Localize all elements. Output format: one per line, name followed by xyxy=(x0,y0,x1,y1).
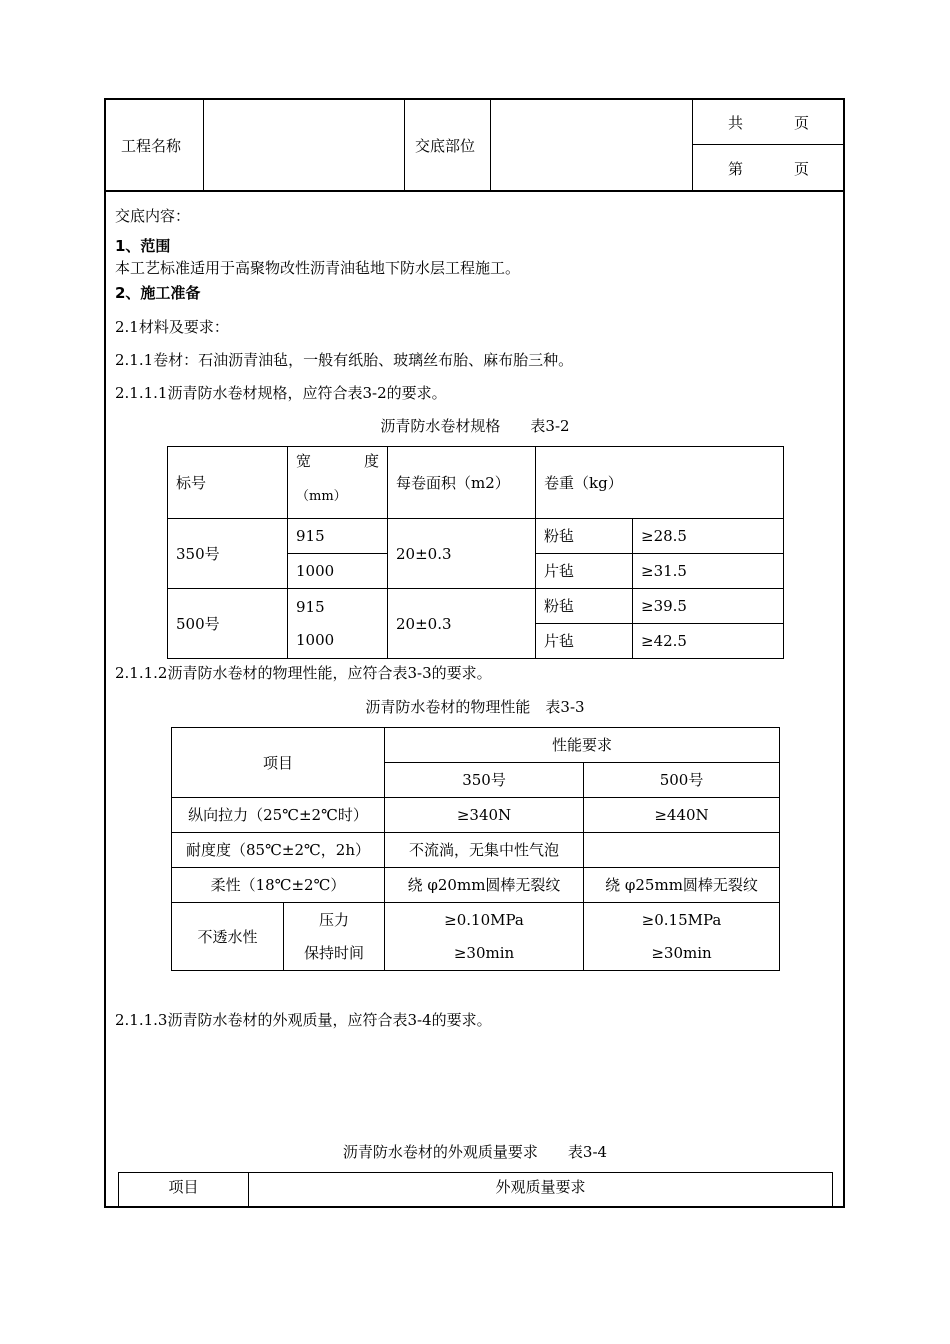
table-3-3-caption: 沥青防水卷材的物理性能 表3-3 xyxy=(365,698,585,716)
para-2-1-1-2: 2.1.1.2沥青防水卷材的物理性能，应符合表3-3的要求。 xyxy=(115,664,492,682)
table-3-4-caption: 沥青防水卷材的外观质量要求 表3-4 xyxy=(342,1143,608,1161)
table-3-3-r4-350a: ≥0.10MPa xyxy=(444,911,524,929)
table-3-3-r3-item: 柔性（18℃±2℃） xyxy=(172,868,385,903)
header-divider-3 xyxy=(490,98,491,191)
table-3-2-area-500: 20±0.3 xyxy=(388,589,536,659)
header-page-split xyxy=(692,144,845,145)
table-3-2-caption: 沥青防水卷材规格 表3-2 xyxy=(380,417,570,435)
table-row xyxy=(168,589,784,624)
para-2-1-1-1: 2.1.1.1沥青防水卷材规格，应符合表3-2的要求。 xyxy=(115,384,447,402)
table-row xyxy=(172,798,780,833)
header-bottom-line xyxy=(104,190,845,192)
para-2-1: 2.1材料及要求： xyxy=(115,318,229,336)
table-3-3-r2-item: 耐度度（85℃±2℃，2h） xyxy=(172,833,385,868)
table-3-3-r4-350 xyxy=(385,903,584,971)
table-3-3-r4-350b: ≥30min xyxy=(453,944,515,962)
header-divider-1 xyxy=(203,98,204,191)
table-3-2-header-row xyxy=(168,447,784,519)
table-3-4-header-quality: 外观质量要求 xyxy=(249,1173,833,1207)
table-3-2-header-weight: 卷重（kg） xyxy=(536,447,784,519)
table-3-4 xyxy=(118,1172,833,1207)
project-name-label: 工程名称 xyxy=(121,137,182,155)
table-3-3-r4-sub1: 压力 xyxy=(319,911,350,929)
table-3-2-header-width-b: 度 xyxy=(363,452,379,470)
table-3-2-header-grade: 标号 xyxy=(168,447,288,519)
section-1-text: 本工艺标准适用于高聚物改性沥青油毡地下防水层工程施工。 xyxy=(115,259,521,277)
table-3-3-r3-500: 绕 φ25mm圆棒无裂纹 xyxy=(584,868,780,903)
table-3-3-r4-500a: ≥0.15MPa xyxy=(641,911,722,929)
table-3-4-header-row xyxy=(119,1173,833,1207)
table-3-3-r2-350: 不流淌，无集中性气泡 xyxy=(385,833,584,868)
table-3-2-weight-350-b: ≥31.5 xyxy=(633,554,784,589)
table-3-3 xyxy=(171,727,780,971)
para-2-1-1-3: 2.1.1.3沥青防水卷材的外观质量，应符合表3-4的要求。 xyxy=(115,1011,492,1029)
table-3-2-area-350: 20±0.3 xyxy=(388,519,536,589)
page-number-label-a: 第 xyxy=(728,160,744,178)
table-3-3-r4-sub2: 保持时间 xyxy=(304,944,365,962)
table-row xyxy=(172,833,780,868)
para-2-1-1: 2.1.1卷材：石油沥青油毡，一般有纸胎、玻璃丝布胎、麻布胎三种。 xyxy=(115,351,574,369)
table-3-2-weight-500-a: ≥39.5 xyxy=(633,589,784,624)
header-divider-2 xyxy=(404,98,405,191)
total-pages-label-b: 页 xyxy=(794,114,810,132)
table-row xyxy=(172,903,780,971)
table-3-3-r1-item: 纵向拉力（25℃±2℃时） xyxy=(172,798,385,833)
content-label: 交底内容： xyxy=(115,207,191,225)
table-3-2-header-width-a: 宽 xyxy=(296,452,312,470)
table-3-3-header-item: 项目 xyxy=(172,728,385,798)
table-3-3-r4-500b: ≥30min xyxy=(651,944,712,962)
table-3-3-r4-sub xyxy=(284,903,385,971)
table-3-2-width-500 xyxy=(288,589,388,659)
table-3-2-type-350-b: 片毡 xyxy=(536,554,633,589)
table-3-2-type-500-a: 粉毡 xyxy=(536,589,633,624)
table-3-2-weight-500-b: ≥42.5 xyxy=(633,624,784,659)
table-3-3-header-perf: 性能要求 xyxy=(385,728,780,763)
table-3-3-r4-500 xyxy=(584,903,780,971)
table-3-2 xyxy=(167,446,784,659)
table-3-4-header-item: 项目 xyxy=(119,1173,249,1207)
table-3-2-header-area: 每卷面积（m2） xyxy=(388,447,536,519)
table-3-3-r4-item: 不透水性 xyxy=(172,903,284,971)
page-number-label-b: 页 xyxy=(794,160,810,178)
table-3-3-r1-500: ≥440N xyxy=(584,798,780,833)
table-3-2-grade-350: 350号 xyxy=(168,519,288,589)
table-3-2-width-350-b: 1000 xyxy=(288,554,388,589)
table-3-3-r1-350: ≥340N xyxy=(385,798,584,833)
table-3-2-weight-350-a: ≥28.5 xyxy=(633,519,784,554)
table-3-2-width-500-b: 1000 xyxy=(296,631,335,649)
table-3-3-r3-350: 绕 φ20mm圆棒无裂纹 xyxy=(385,868,584,903)
table-3-2-width-500-a: 915 xyxy=(296,598,325,616)
section-1-title: 1、范围 xyxy=(115,237,171,255)
location-label: 交底部位 xyxy=(415,137,476,155)
table-row xyxy=(172,868,780,903)
section-2-title: 2、施工准备 xyxy=(115,284,201,302)
table-3-3-header-350: 350号 xyxy=(385,763,584,798)
table-3-3-header-row xyxy=(172,728,780,763)
table-3-2-type-350-a: 粉毡 xyxy=(536,519,633,554)
table-3-2-header-width-unit: （mm） xyxy=(296,489,347,504)
table-3-3-r2-500 xyxy=(584,833,780,868)
total-pages-label-a: 共 xyxy=(728,114,744,132)
table-3-2-type-500-b: 片毡 xyxy=(536,624,633,659)
table-row xyxy=(168,519,784,554)
table-3-2-grade-500: 500号 xyxy=(168,589,288,659)
table-3-2-width-350-a: 915 xyxy=(288,519,388,554)
table-3-3-header-500: 500号 xyxy=(584,763,780,798)
table-3-2-header-width xyxy=(288,447,388,519)
